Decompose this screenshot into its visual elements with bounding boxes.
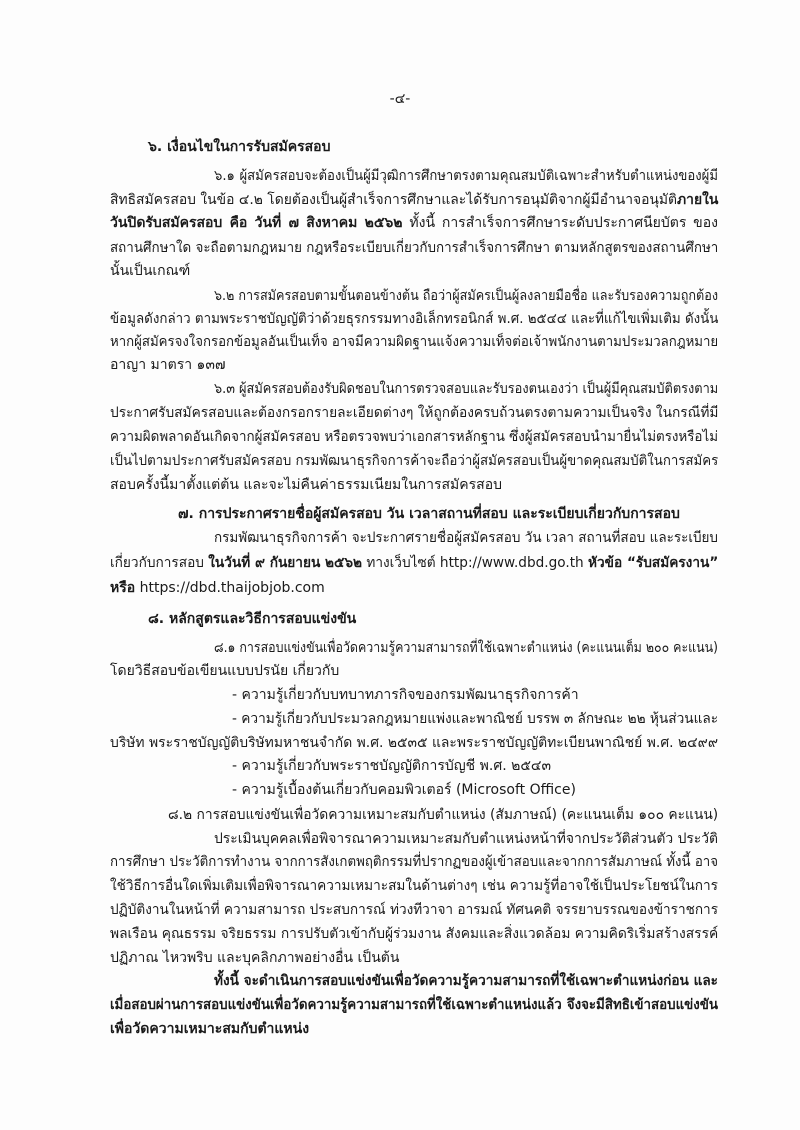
text: บริษัท พระราชบัญญัติบริษัทมหาชนจำกัด พ.ศ. ๒๕๓๕ และพระราชบัญญัติทะเบียนพาณิชย์ พ.ศ. ๒๔๙๙ xyxy=(110,735,718,751)
text-line xyxy=(110,899,718,921)
text-line xyxy=(214,527,718,549)
text-line xyxy=(110,331,718,353)
text: ๘.๒ การสอบแข่งขันเพื่อวัดความเหมาะสมกับตำแหน่ง (สัมภาษณ์) (คะแนนเต็ม ๑๐๐ คะแนน) xyxy=(168,807,719,823)
bold-text: วันปิดรับสมัครสอบ คือ วันที่ ๗ สิงหาคม ๒๕๖๒ xyxy=(110,215,403,231)
text: ๖.๓ ผู้สมัครสอบต้องรับผิดชอบในการตรวจสอบและรับรองตนเองว่า เป็นผู้มีคุณสมบัติตรงตาม xyxy=(214,381,719,397)
text-line xyxy=(110,354,718,376)
bold-text: ทั้งนี้ จะดำเนินการสอบแข่งขันเพื่อวัดความรู้ความสามารถที่ใช้เฉพาะตำแหน่งก่อน และ xyxy=(214,973,718,989)
text: เกี่ยวกับการสอบ xyxy=(110,555,209,571)
bold-text: ในวันที่ ๙ กันยายน ๒๕๖๒ xyxy=(208,555,362,571)
text-line xyxy=(214,285,718,307)
text: ใช้วิธีการอื่นใดเพิ่มเติมเพื่อพิจารณาความเหมาะสมในด้านต่างๆ เช่น ความรู้ที่อาจใช้เป็นประโยชน์ในการ xyxy=(110,878,718,894)
text: ๖.๑ ผู้สมัครสอบจะต้องเป็นผู้มีวุฒิการศึกษาตรงตามคุณสมบัติเฉพาะสำหรับตำแหน่งของผู้มี xyxy=(214,168,718,184)
text-line xyxy=(110,923,718,945)
text: อาญา มาตรา ๑๓๗ xyxy=(110,357,226,373)
bold-text: ๖. เงื่อนไขในการรับสมัครสอบ xyxy=(148,139,331,155)
section-6-heading xyxy=(148,136,718,158)
text: ประกาศรับสมัครสอบและต้องกรอกรายละเอียดต่างๆ ให้ถูกต้องครบถ้วนตรงตามความเป็นจริง ในกรณีที่มี xyxy=(110,405,719,421)
text: - ความรู้เบื้องต้นเกี่ยวกับคอมพิวเตอร์ (Microsoft Office) xyxy=(232,782,576,798)
text: - ความรู้เกี่ยวกับบทบาทภารกิจของกรมพัฒนาธุรกิจการค้า xyxy=(232,687,579,703)
bold-text: หัวข้อ “รับสมัครงาน” xyxy=(588,555,719,571)
text-line xyxy=(110,552,718,574)
text: https://dbd.thaijobjob.com xyxy=(135,580,325,596)
text: ปฏิภาณ ไหวพริบ และบุคลิกภาพอย่างอื่น เป็นต้น xyxy=(110,950,400,966)
text-line xyxy=(110,402,718,424)
text-line xyxy=(110,450,718,472)
text-line xyxy=(110,260,718,282)
text-line xyxy=(214,970,718,992)
text-line xyxy=(110,474,718,496)
text: ๘.๑ การสอบแข่งขันเพื่อวัดความรู้ความสามารถที่ใช้เฉพาะตำแหน่ง (คะแนนเต็ม ๒๐๐ คะแนน) xyxy=(214,640,718,656)
text-line xyxy=(110,1018,718,1040)
text-line xyxy=(110,875,718,897)
text-line xyxy=(168,804,718,826)
bullet-item xyxy=(232,779,718,801)
text: ๖.๒ การสมัครสอบตามขั้นตอนข้างต้น ถือว่าผู้สมัครเป็นผู้ลงลายมือชื่อ และรับรองความถูกต้อง xyxy=(214,288,719,304)
text: - ความรู้เกี่ยวกับพระราชบัญญัติการบัญชี พ.ศ. ๒๕๔๓ xyxy=(232,758,552,774)
bold-text: เมื่อสอบผ่านการสอบแข่งขันเพื่อวัดความรู้ความสามารถที่ใช้เฉพาะตำแหน่งแล้ว จึงจะมีสิทธิเข้าสอบแข่งขัน xyxy=(110,997,718,1013)
text-line xyxy=(110,237,718,259)
text-line xyxy=(214,378,718,400)
text-line xyxy=(110,851,718,873)
text-line xyxy=(110,947,718,969)
text-line xyxy=(214,165,718,187)
text: - ความรู้เกี่ยวกับประมวลกฎหมายแพ่งและพาณิชย์ บรรพ ๓ ลักษณะ ๒๒ หุ้นส่วนและ xyxy=(232,711,719,727)
text-line xyxy=(110,426,718,448)
page-number: -๔- xyxy=(389,91,411,107)
text: สอบครั้งนี้มาตั้งแต่ต้น และจะไม่คืนค่าธรรมเนียมในการสมัครสอบ xyxy=(110,477,503,493)
bullet-item xyxy=(232,708,718,730)
text: ปฏิบัติงานในหน้าที่ ความสามารถ ประสบการณ์ ท่วงทีวาจา อารมณ์ ทัศนคติ จรรยาบรรณของข้าราชการ xyxy=(110,902,718,918)
text: สถานศึกษาใด จะถือตามกฎหมาย กฎหรือระเบียบเกี่ยวกับการสำเร็จการศึกษา ตามหลักสูตรของสถานศึกษา xyxy=(110,240,719,256)
text: ประเมินบุคคลเพื่อพิจารณาความเหมาะสมกับตำแหน่งหน้าที่จากประวัติส่วนตัว ประวัติ xyxy=(214,831,719,847)
text-line xyxy=(110,189,718,211)
text: สิทธิสมัครสอบ ในข้อ ๔.๒ โดยต้องเป็นผู้สำเร็จการศึกษาและได้รับการอนุมัติจากผู้มีอำนาจอนุมัติ xyxy=(110,192,678,208)
bold-text: เพื่อวัดความเหมาะสมกับตำแหน่ง xyxy=(110,1021,310,1037)
text: ข้อมูลดังกล่าว ตามพระราชบัญญัติว่าด้วยธุรกรรมทางอิเล็กทรอนิกส์ พ.ศ. ๒๕๔๔ และที่แก้ไขเพิ่มเติม ดังนั้น xyxy=(110,311,719,327)
text-line xyxy=(110,660,718,682)
text: โดยวิธีสอบข้อเขียนแบบปรนัย เกี่ยวกับ xyxy=(110,663,340,679)
text: การศึกษา ประวัติการทำงาน จากการสังเกตพฤติกรรมที่ปรากฏของผู้เข้าสอบและจากการสัมภาษณ์ ทั้งนี้ อาจ xyxy=(110,854,719,870)
text: พลเรือน คุณธรรม จริยธรรม การปรับตัวเข้ากับผู้ร่วมงาน สังคมและสิ่งแวดล้อม ความคิดริเริ่มสร้างสรรค์ xyxy=(110,926,719,942)
text: เป็นไปตามประกาศรับสมัครสอบ กรมพัฒนาธุรกิจการค้าจะถือว่าผู้สมัครสอบเป็นผู้ขาดคุณสมบัติในการสมัคร xyxy=(110,453,719,469)
text: นั้นเป็นเกณฑ์ xyxy=(110,263,191,279)
text-line xyxy=(110,212,718,234)
bold-text: ๘. หลักสูตรและวิธีการสอบแข่งขัน xyxy=(148,611,357,627)
text-line xyxy=(110,308,718,330)
text: ทางเว็บไซต์ http://www.dbd.go.th xyxy=(361,555,589,571)
text-line xyxy=(214,637,718,659)
bullet-item xyxy=(232,755,718,777)
bold-text: หรือ xyxy=(110,580,136,596)
text: ความผิดพลาดอันเกิดจากผู้สมัครสอบ หรือตรวจพบว่าเอกสารหลักฐาน ซึ่งผู้สมัครสอบนำมายื่นไม่ตรงหรือไม่ xyxy=(110,429,719,445)
text-line xyxy=(110,577,718,599)
section-8-heading xyxy=(148,608,718,630)
text-line xyxy=(110,994,718,1016)
section-7-heading xyxy=(178,503,718,525)
text: หากผู้สมัครจงใจกรอกข้อมูลอันเป็นเท็จ อาจมีความผิดฐานแจ้งความเท็จต่อเจ้าพนักงานตามประมวลกฎหมาย xyxy=(110,334,719,350)
bold-text: ๗. การประกาศรายชื่อผู้สมัครสอบ วัน เวลาสถานที่สอบ และระเบียบเกี่ยวกับการสอบ xyxy=(178,506,680,522)
text: ทั้งนี้ การสำเร็จการศึกษาระดับประกาศนียบัตร ของ xyxy=(402,215,718,231)
text: กรมพัฒนาธุรกิจการค้า จะประกาศรายชื่อผู้สมัครสอบ วัน เวลา สถานที่สอบ และระเบียบ xyxy=(214,530,718,546)
bold-text: ภายใน xyxy=(677,192,719,208)
text-line xyxy=(214,828,718,850)
text-line xyxy=(110,732,718,754)
bullet-item xyxy=(232,684,718,706)
